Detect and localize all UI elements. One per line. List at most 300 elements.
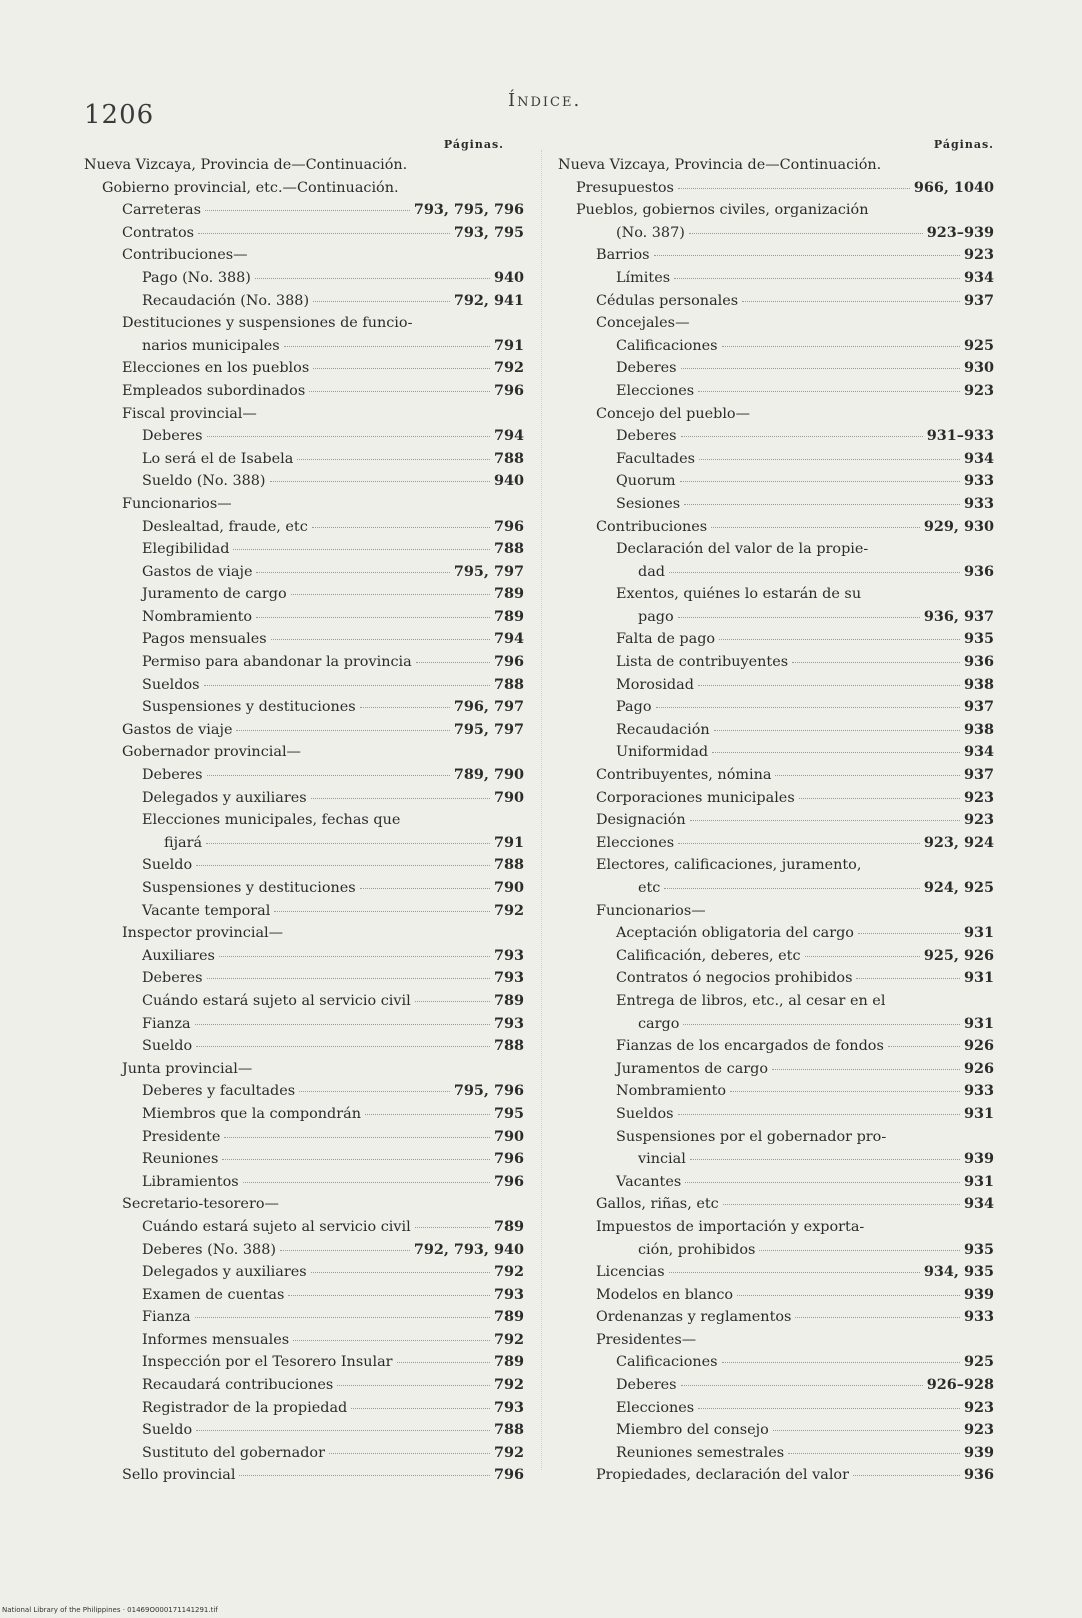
entry-label: Concejo del pueblo— [596, 405, 750, 422]
entry-label: Límites [616, 269, 671, 286]
dot-leader [669, 1272, 920, 1273]
entry-label: Deberes y facultades [142, 1083, 296, 1100]
index-entry [558, 1351, 994, 1374]
entry-label: Deberes [142, 970, 203, 987]
entry-label: Sueldo [142, 857, 193, 874]
index-entry [84, 1193, 524, 1216]
index-entry [558, 674, 994, 697]
dot-leader [722, 1362, 960, 1363]
index-entry [558, 357, 994, 380]
dot-leader [271, 639, 490, 640]
dot-leader [195, 1024, 490, 1025]
index-entry [558, 877, 994, 900]
index-entry [558, 832, 994, 855]
index-entry [558, 538, 994, 561]
index-entry [558, 1284, 994, 1307]
index-entry [84, 335, 524, 358]
dot-leader [233, 549, 489, 550]
entry-pages: 925, 926 [923, 946, 994, 964]
entry-pages: 923, 924 [923, 833, 994, 851]
entry-label: Funcionarios— [596, 902, 706, 919]
entry-pages: 931–933 [926, 427, 994, 445]
index-entry [84, 403, 524, 426]
index-entry [84, 877, 524, 900]
entry-pages: 937 [963, 766, 994, 784]
entry-pages: 788 [493, 540, 524, 558]
dot-leader [698, 685, 960, 686]
index-entry [84, 516, 524, 539]
entry-pages: 939 [963, 1150, 994, 1168]
index-entry [558, 1035, 994, 1058]
entry-pages: 795 [493, 1104, 524, 1122]
index-entry [84, 290, 524, 313]
entry-pages: 794 [493, 427, 524, 445]
entry-pages: 939 [963, 1285, 994, 1303]
entry-label: Deslealtad, fraude, etc [142, 518, 308, 535]
entry-pages: 931 [963, 924, 994, 942]
entry-label: Destituciones y suspensiones de funcio- [122, 315, 413, 332]
dot-leader [198, 233, 450, 234]
entry-pages: 926 [963, 1059, 994, 1077]
dot-leader [711, 527, 920, 528]
entry-label: fijará [164, 834, 203, 851]
dot-leader [759, 1250, 960, 1251]
entry-pages: 792 [493, 901, 524, 919]
entry-label: Uniformidad [616, 744, 709, 761]
entry-label: Lista de contribuyentes [616, 654, 789, 671]
entry-label: Pagos mensuales [142, 631, 267, 648]
entry-label: Secretario-tesorero— [122, 1196, 279, 1213]
entry-label: Miembros que la compondrán [142, 1105, 361, 1122]
index-entry [558, 628, 994, 651]
entry-pages: 792 [493, 1263, 524, 1281]
entry-label: Calificaciones [616, 337, 718, 354]
dot-leader [772, 1069, 960, 1070]
index-entry [84, 967, 524, 990]
dot-leader [205, 210, 410, 211]
entry-label: Sueldos [142, 676, 200, 693]
entry-label: Miembro del consejo [616, 1422, 769, 1439]
entry-label: Deberes [142, 767, 203, 784]
index-entry [84, 154, 524, 177]
entry-label: Sueldo [142, 1422, 193, 1439]
index-entry [84, 1284, 524, 1307]
dot-leader [299, 1091, 450, 1092]
dot-leader [270, 481, 490, 482]
entry-pages: 792 [493, 359, 524, 377]
index-entry [84, 1080, 524, 1103]
entry-label: Pago [616, 699, 652, 716]
dot-leader [742, 301, 960, 302]
dot-leader [329, 1453, 490, 1454]
entry-pages: 931 [963, 969, 994, 987]
dot-leader [236, 730, 449, 731]
index-entry [84, 448, 524, 471]
entry-pages: 930 [963, 359, 994, 377]
index-entry [84, 1464, 524, 1487]
index-entry [558, 990, 994, 1013]
entry-label: Sueldo [142, 1038, 193, 1055]
index-entry [84, 583, 524, 606]
entry-label: etc [638, 880, 661, 896]
entry-label: Pago (No. 388) [142, 269, 251, 286]
entry-pages: 938 [963, 675, 994, 693]
dot-leader [415, 1227, 490, 1228]
entry-label: Corporaciones municipales [596, 789, 795, 806]
index-entry [558, 854, 994, 877]
index-entry [558, 1080, 994, 1103]
entry-pages: 934 [963, 743, 994, 761]
entry-pages: 796 [493, 381, 524, 399]
dot-leader [351, 1408, 490, 1409]
index-entry [558, 922, 994, 945]
entry-pages: 789 [493, 1308, 524, 1326]
index-entry [84, 380, 524, 403]
index-entry [84, 267, 524, 290]
entry-label: Nueva Vizcaya, Provincia de—Continuación. [558, 157, 882, 173]
index-entry [84, 561, 524, 584]
index-entry [558, 493, 994, 516]
dot-leader [256, 617, 490, 618]
dot-leader [288, 1295, 490, 1296]
entry-label: Electores, calificaciones, juramento, [596, 857, 862, 874]
index-entry [558, 583, 994, 606]
entry-label: Licencias [596, 1264, 665, 1281]
entry-pages: 931 [963, 1014, 994, 1032]
index-entry [84, 1171, 524, 1194]
dot-leader [690, 820, 960, 821]
entry-label: Funcionarios— [122, 495, 232, 512]
index-entry [84, 990, 524, 1013]
index-entry [84, 1126, 524, 1149]
index-entry [558, 154, 994, 177]
index-entry [558, 1239, 994, 1262]
dot-leader [685, 1182, 960, 1183]
index-entry [84, 538, 524, 561]
dot-leader [206, 843, 490, 844]
entry-label: Elegibilidad [142, 541, 230, 558]
entry-pages: 923 [963, 246, 994, 264]
entry-pages: 791 [493, 833, 524, 851]
index-entry [84, 177, 524, 200]
entry-label: Cuándo estará sujeto al servicio civil [142, 992, 411, 1009]
entry-label: Ordenanzas y reglamentos [596, 1309, 792, 1326]
entry-pages: 796 [493, 1150, 524, 1168]
entry-label: Permiso para abandonar la provincia [142, 654, 412, 671]
dot-leader [309, 391, 490, 392]
entry-pages: 788 [493, 856, 524, 874]
dot-leader [243, 1182, 490, 1183]
entry-label: Reuniones semestrales [616, 1444, 785, 1461]
entry-label: Pueblos, gobiernos civiles, organización [576, 202, 869, 219]
entry-label: Exentos, quiénes lo estarán de su [616, 586, 862, 603]
index-entry [84, 1239, 524, 1262]
index-entry [84, 1329, 524, 1352]
entry-label: Juramento de cargo [142, 586, 287, 603]
entry-label: Empleados subordinados [122, 382, 306, 399]
entry-label: Morosidad [616, 676, 694, 693]
entry-label: Vacantes [616, 1173, 682, 1190]
entry-label: Inspección por el Tesorero Insular [142, 1354, 393, 1371]
entry-label: Deberes [616, 360, 677, 377]
index-entry [558, 1419, 994, 1442]
index-entry [84, 787, 524, 810]
index-entry [558, 1126, 994, 1149]
entry-label: pago [638, 608, 674, 625]
entry-pages: 940 [493, 472, 524, 490]
dot-leader [737, 1295, 960, 1296]
dot-leader [775, 775, 959, 776]
entry-pages: 796 [493, 653, 524, 671]
dot-leader [684, 504, 960, 505]
index-entry [84, 1148, 524, 1171]
dot-leader [678, 843, 920, 844]
dot-leader [678, 617, 920, 618]
entry-pages: 795, 797 [453, 720, 524, 738]
index-entry [84, 425, 524, 448]
index-entry [84, 1419, 524, 1442]
entry-pages: 936 [963, 1466, 994, 1484]
entry-pages: 796 [493, 517, 524, 535]
index-entry [558, 1442, 994, 1465]
entry-label: Gallos, riñas, etc [596, 1196, 719, 1213]
index-entry [84, 809, 524, 832]
entry-pages: 934 [963, 449, 994, 467]
index-entry [84, 628, 524, 651]
entry-pages: 923 [963, 811, 994, 829]
dot-leader [664, 888, 920, 889]
entry-pages: 788 [493, 449, 524, 467]
entry-label: Sustituto del gobernador [142, 1444, 325, 1461]
entry-pages: 939 [963, 1443, 994, 1461]
entry-pages: 790 [493, 879, 524, 896]
entry-label: Barrios [596, 247, 650, 264]
index-entry [558, 787, 994, 810]
dot-leader [681, 1385, 923, 1386]
index-entry [558, 1329, 994, 1352]
index-entry [558, 222, 994, 245]
index-entry [84, 1306, 524, 1329]
entry-label: Presupuestos [576, 179, 674, 196]
index-entry [84, 1261, 524, 1284]
running-head: Índice. [508, 90, 582, 111]
entry-pages: 925 [963, 336, 994, 354]
entry-label: Junta provincial— [122, 1060, 253, 1077]
index-entry [558, 696, 994, 719]
index-entry [84, 854, 524, 877]
entry-label: Fianza [142, 1309, 191, 1326]
entry-label: Deberes (No. 388) [142, 1241, 276, 1258]
index-entry [558, 1103, 994, 1126]
dot-leader [196, 865, 490, 866]
entry-pages: 940 [493, 268, 524, 286]
entry-pages: 935 [963, 1240, 994, 1258]
dot-leader [856, 978, 959, 979]
entry-pages: 795, 797 [453, 562, 524, 580]
entry-label: narios municipales [142, 337, 280, 354]
dot-leader [773, 1430, 960, 1431]
index-entry [558, 561, 994, 584]
entry-pages: 789 [493, 991, 524, 1009]
entry-pages: 933 [963, 494, 994, 512]
entry-label: Elecciones [616, 382, 695, 399]
paginas-label: Páginas. [443, 138, 504, 151]
dot-leader [681, 436, 923, 437]
index-entry [84, 606, 524, 629]
index-entry [558, 764, 994, 787]
index-entry [558, 719, 994, 742]
entry-label: Entrega de libros, etc., al cesar en el [616, 992, 886, 1009]
index-entry [558, 448, 994, 471]
entry-label: Contribuyentes, nómina [596, 767, 772, 784]
entry-label: Calificación, deberes, etc [616, 947, 801, 964]
entry-pages: 793 [493, 946, 524, 964]
entry-label: Designación [596, 812, 686, 829]
entry-label: Contribuciones [596, 518, 708, 535]
dot-leader [699, 459, 960, 460]
entry-label: Fianzas de los encargados de fondos [616, 1038, 884, 1055]
entry-pages: 794 [493, 630, 524, 648]
entry-label: Fiscal provincial— [122, 405, 257, 422]
dot-leader [360, 707, 450, 708]
index-entry [84, 1103, 524, 1126]
entry-label: Gobierno provincial, etc.—Continuación. [102, 179, 399, 196]
dot-leader [853, 1475, 960, 1476]
dot-leader [858, 933, 960, 934]
dot-leader [714, 730, 960, 731]
entry-label: Nombramiento [142, 608, 253, 625]
entry-pages: 793 [493, 969, 524, 987]
entry-pages: 966, 1040 [913, 178, 994, 196]
entry-pages: 936 [963, 562, 994, 580]
index-column-right [558, 136, 994, 1487]
dot-leader [415, 1001, 490, 1002]
entry-label: Sesiones [616, 495, 681, 512]
entry-pages: 789 [493, 1217, 524, 1235]
entry-label: ción, prohibidos [638, 1241, 756, 1258]
entry-pages: 789 [493, 607, 524, 625]
entry-pages: 793, 795, 796 [413, 201, 524, 219]
index-entry [558, 945, 994, 968]
index-entry [84, 764, 524, 787]
entry-pages: 936 [963, 653, 994, 671]
index-entry [84, 1013, 524, 1036]
index-entry [558, 267, 994, 290]
entry-label: Gobernador provincial— [122, 744, 301, 761]
entry-pages: 792 [493, 1376, 524, 1394]
entry-pages: 937 [963, 698, 994, 716]
entry-label: Sueldos [616, 1105, 674, 1122]
index-entry [558, 177, 994, 200]
index-entry [558, 425, 994, 448]
dot-leader [698, 1408, 960, 1409]
entry-pages: 933 [963, 472, 994, 490]
index-entry [558, 470, 994, 493]
dot-leader [222, 1159, 490, 1160]
dot-leader [683, 1024, 960, 1025]
index-entry [558, 1216, 994, 1239]
index-entry [558, 606, 994, 629]
entry-pages: 793 [493, 1285, 524, 1303]
entry-label: Concejales— [596, 315, 690, 332]
dot-leader [805, 956, 920, 957]
dot-leader [712, 752, 960, 753]
entry-pages: 935 [963, 630, 994, 648]
index-entry [558, 1058, 994, 1081]
dot-leader [337, 1385, 490, 1386]
entry-pages: 789 [493, 1353, 524, 1371]
dot-leader [312, 527, 490, 528]
entry-label: Calificaciones [616, 1354, 718, 1371]
dot-leader [204, 685, 490, 686]
entry-pages: 792 [493, 1330, 524, 1348]
index-entry [84, 1397, 524, 1420]
dot-leader [284, 346, 490, 347]
index-entry [558, 335, 994, 358]
dot-leader [698, 391, 960, 392]
entry-label: Examen de cuentas [142, 1286, 285, 1303]
entry-pages: 796 [493, 1172, 524, 1190]
dot-leader [313, 301, 450, 302]
entry-label: Elecciones [596, 834, 675, 851]
index-entry [84, 719, 524, 742]
index-entry [558, 403, 994, 426]
index-entry [558, 900, 994, 923]
dot-leader [792, 662, 960, 663]
entry-pages: 923 [963, 1398, 994, 1416]
index-entry [84, 696, 524, 719]
dot-leader [722, 346, 960, 347]
index-entry [84, 945, 524, 968]
entry-pages: 925 [963, 1353, 994, 1371]
entry-pages: 796, 797 [453, 698, 524, 716]
index-entry [84, 1216, 524, 1239]
dot-leader [888, 1046, 960, 1047]
index-entry [84, 357, 524, 380]
dot-leader [365, 1114, 490, 1115]
entry-pages: 926–928 [926, 1376, 994, 1394]
entry-pages: 929, 930 [923, 517, 994, 535]
index-entry [84, 922, 524, 945]
dot-leader [224, 1137, 490, 1138]
index-entry [84, 1442, 524, 1465]
entry-pages: 791 [493, 336, 524, 354]
dot-leader [196, 1430, 490, 1431]
index-entry [558, 1306, 994, 1329]
entry-pages: 795, 796 [453, 1082, 524, 1100]
index-entry [558, 1193, 994, 1216]
entry-label: Sueldo (No. 388) [142, 473, 266, 490]
dot-leader [311, 1272, 490, 1273]
entry-pages: 933 [963, 1308, 994, 1326]
entry-label: Lo será el de Isabela [142, 450, 294, 467]
dot-leader [416, 662, 490, 663]
entry-label: Contratos ó negocios prohibidos [616, 970, 853, 987]
dot-leader [689, 233, 923, 234]
dot-leader [690, 1159, 960, 1160]
dot-leader [788, 1453, 960, 1454]
entry-label: Contratos [122, 224, 195, 241]
dot-leader [207, 978, 490, 979]
entry-pages: 789 [493, 585, 524, 603]
dot-leader [678, 1114, 960, 1115]
entry-label: Recaudará contribuciones [142, 1377, 334, 1394]
entry-label: Propiedades, declaración del valor [596, 1467, 849, 1484]
entry-pages: 790 [493, 1127, 524, 1145]
entry-pages: 793 [493, 1014, 524, 1032]
entry-pages: 923–939 [926, 223, 994, 241]
entry-label: Cuándo estará sujeto al servicio civil [142, 1218, 411, 1235]
